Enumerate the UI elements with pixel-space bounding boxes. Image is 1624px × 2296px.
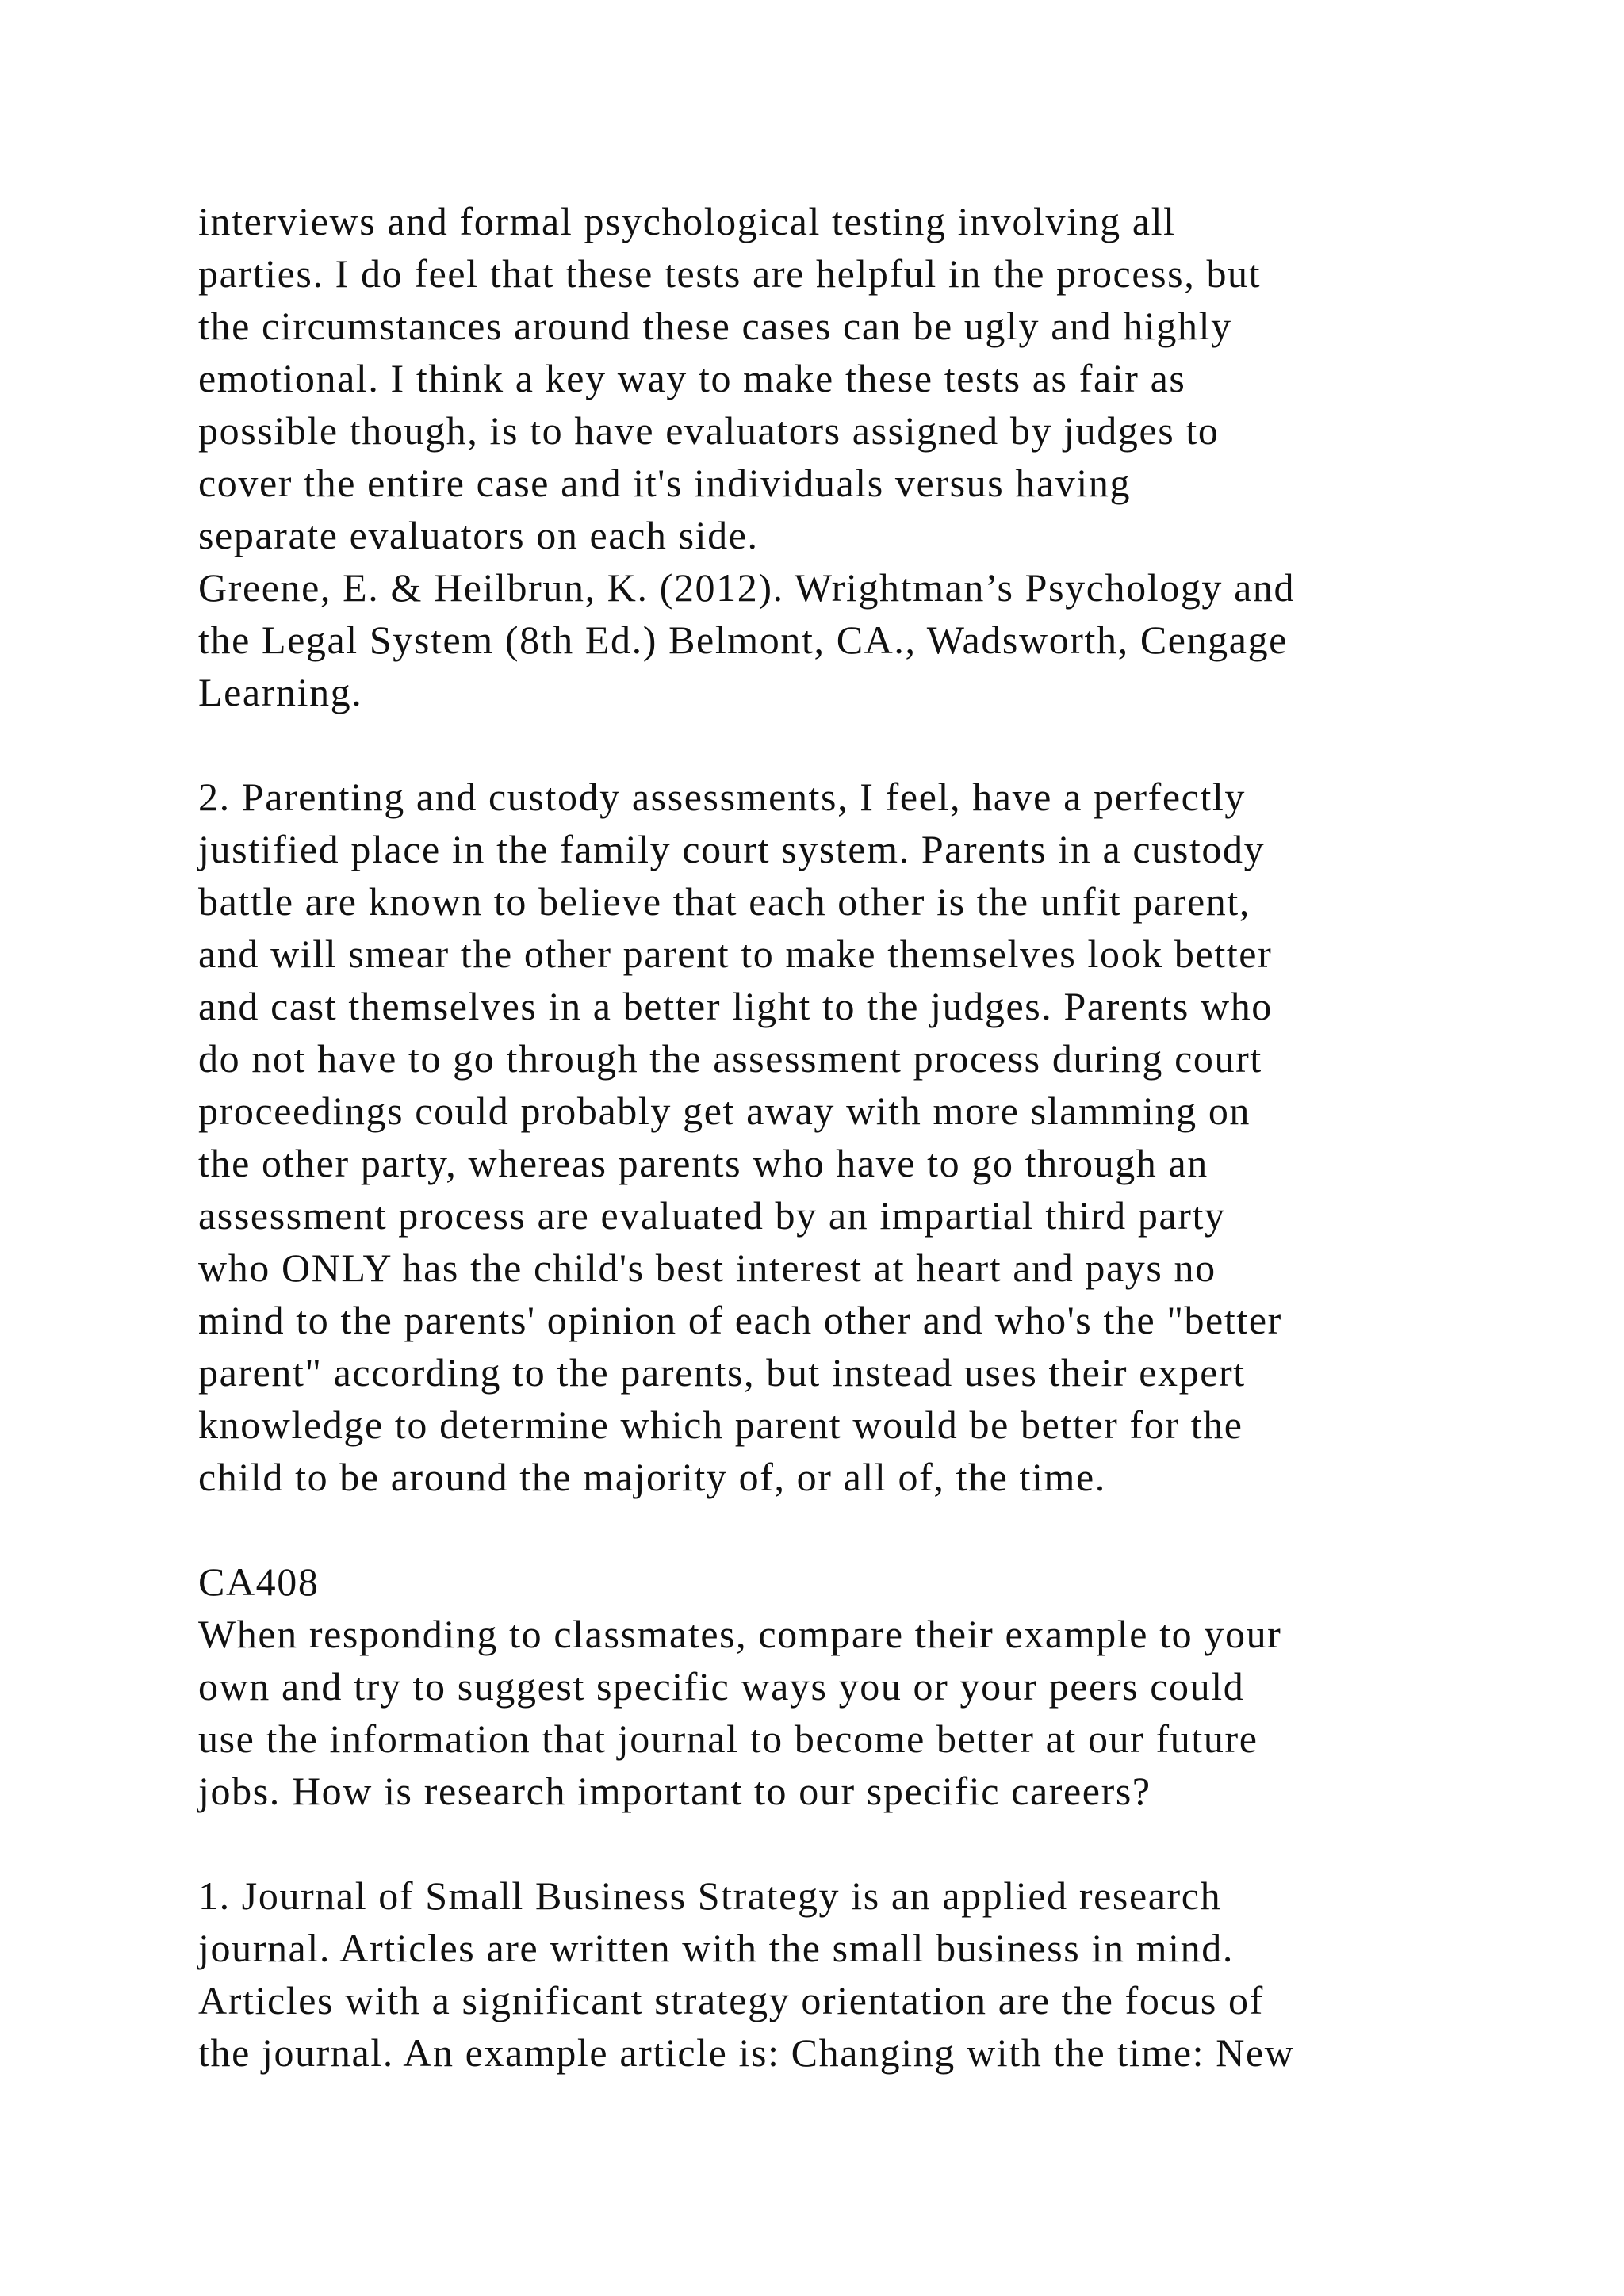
text-line: When responding to classmates, compare their example to your bbox=[198, 1612, 1282, 1656]
text-line: the circumstances around these cases can be ugly and highly bbox=[198, 304, 1232, 348]
text-line: possible though, is to have evaluators assigned by judges to bbox=[198, 408, 1220, 453]
text-line: the Legal System (8th Ed.) Belmont, CA., Wadsworth, Cengage bbox=[198, 618, 1288, 662]
text-line: Greene, E. & Heilbrun, K. (2012). Wrightman’s Psychology and bbox=[198, 565, 1296, 610]
text-line: the journal. An example article is: Changing with the time: New bbox=[198, 2030, 1295, 2075]
text-line: parties. I do feel that these tests are helpful in the process, but bbox=[198, 251, 1262, 296]
text-line: 2. Parenting and custody assessments, I feel, have a perfectly bbox=[198, 775, 1247, 819]
text-line: mind to the parents' opinion of each other and who's the "better bbox=[198, 1298, 1282, 1342]
text-line: jobs. How is research important to our specific careers? bbox=[198, 1769, 1151, 1813]
text-line: use the information that journal to become better at our future bbox=[198, 1716, 1258, 1761]
text-line: the other party, whereas parents who have to go through an bbox=[198, 1141, 1208, 1185]
text-line: CA408 bbox=[198, 1559, 320, 1604]
text-line: child to be around the majority of, or all of, the time. bbox=[198, 1455, 1106, 1499]
text-line: and will smear the other parent to make themselves look better bbox=[198, 932, 1273, 976]
text-line: and cast themselves in a better light to the judges. Parents who bbox=[198, 984, 1273, 1028]
text-line: Learning. bbox=[198, 670, 363, 714]
text-line: battle are known to believe that each other is the unfit parent, bbox=[198, 879, 1251, 924]
text-line: interviews and formal psychological testing involving all bbox=[198, 199, 1176, 243]
text-line: justified place in the family court system. Parents in a custody bbox=[198, 827, 1266, 871]
text-line: parent" according to the parents, but instead uses their expert bbox=[198, 1350, 1246, 1395]
text-line: separate evaluators on each side. bbox=[198, 513, 759, 557]
text-line: who ONLY has the child's best interest at heart and pays no bbox=[198, 1246, 1216, 1290]
text-line: knowledge to determine which parent would be better for the bbox=[198, 1402, 1243, 1447]
text-line: Articles with a significant strategy orientation are the focus of bbox=[198, 1978, 1264, 2022]
text-line: cover the entire case and it's individuals versus having bbox=[198, 461, 1132, 505]
text-line: proceedings could probably get away with more slamming on bbox=[198, 1089, 1251, 1133]
text-line: assessment process are evaluated by an impartial third party bbox=[198, 1193, 1226, 1238]
text-line: journal. Articles are written with the small business in mind. bbox=[198, 1926, 1234, 1970]
text-line: own and try to suggest specific ways you or your peers could bbox=[198, 1664, 1245, 1709]
text-line: 1. Journal of Small Business Strategy is an applied research bbox=[198, 1873, 1222, 1918]
text-line: do not have to go through the assessment process during court bbox=[198, 1036, 1262, 1081]
text-line: emotional. I think a key way to make these tests as fair as bbox=[198, 356, 1186, 400]
